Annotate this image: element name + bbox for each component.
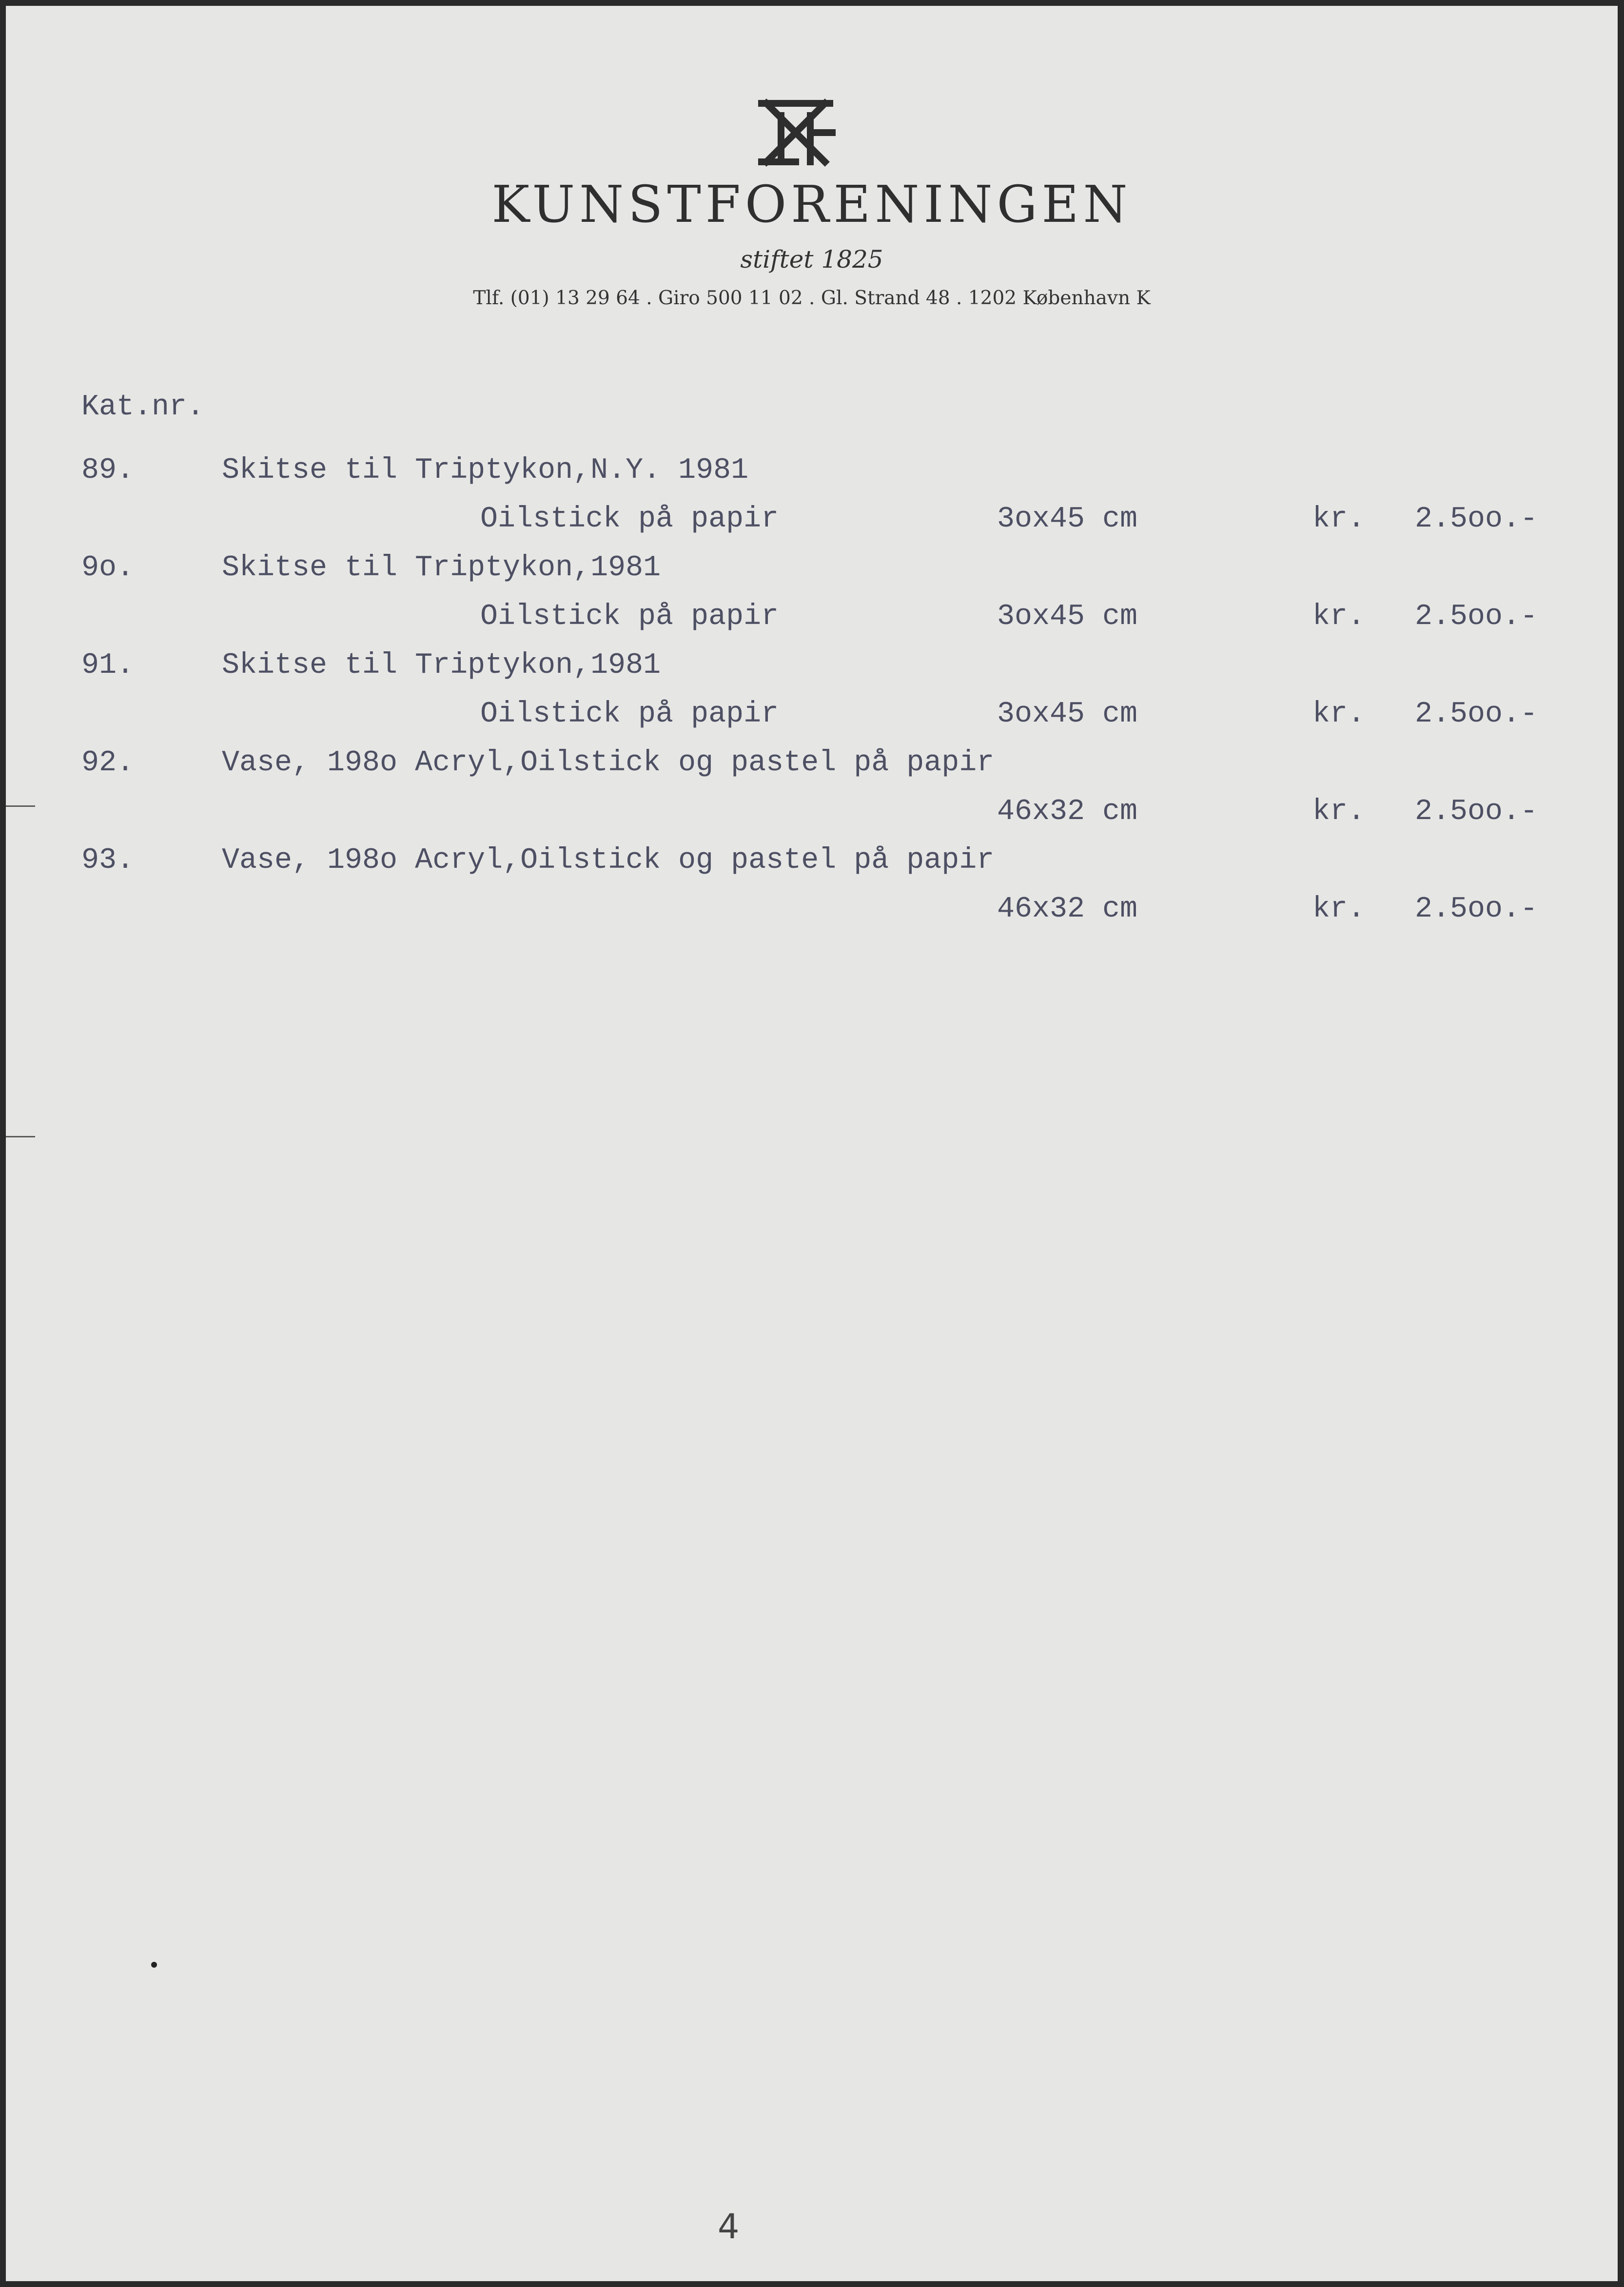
entry-price: 2.5oo.-: [1415, 698, 1538, 731]
fold-mark: [6, 805, 35, 807]
ink-speck: [151, 1962, 157, 1968]
entry-number: 91.: [81, 649, 135, 682]
entry-size: 46x32 cm: [997, 893, 1138, 926]
entry-title: Skitse til Triptykon,1981: [222, 551, 661, 585]
entry-title: Skitse til Triptykon,1981: [222, 649, 661, 682]
entry-title: Skitse til Triptykon,N.Y. 1981: [222, 454, 749, 487]
entry-price: 2.5oo.-: [1415, 503, 1538, 536]
entry-currency: kr.: [1312, 503, 1366, 536]
punch-mark: [6, 1136, 35, 1137]
entry-price: 2.5oo.-: [1415, 600, 1538, 633]
entry-currency: kr.: [1312, 698, 1366, 731]
organization-name: KUNSTFORENINGEN: [491, 175, 1132, 234]
kf-monogram-logo: [747, 94, 844, 172]
catalog-header: Kat.nr.: [81, 391, 205, 424]
entry-currency: kr.: [1312, 795, 1366, 828]
page-number: 4: [718, 2207, 740, 2247]
entry-medium: Oilstick på papir: [480, 503, 779, 536]
entry-number: 9o.: [81, 551, 135, 585]
entry-size: 46x32 cm: [997, 795, 1138, 828]
entry-size: 3ox45 cm: [997, 503, 1138, 536]
founded-line: stiftet 1825: [740, 245, 883, 274]
entry-price: 2.5oo.-: [1415, 795, 1538, 828]
entry-price: 2.5oo.-: [1415, 893, 1538, 926]
entry-size: 3ox45 cm: [997, 698, 1138, 731]
entry-currency: kr.: [1312, 600, 1366, 633]
entry-number: 93.: [81, 844, 135, 877]
entry-number: 89.: [81, 454, 135, 487]
entry-size: 3ox45 cm: [997, 600, 1138, 633]
contact-address: Tlf. (01) 13 29 64 . Giro 500 11 02 . Gl. Strand 48 . 1202 København K: [473, 287, 1151, 309]
entry-medium: Oilstick på papir: [480, 698, 779, 731]
entry-currency: kr.: [1312, 893, 1366, 926]
entry-title: Vase, 198o Acryl,Oilstick og pastel på papir: [222, 844, 995, 877]
entry-title: Vase, 198o Acryl,Oilstick og pastel på papir: [222, 746, 995, 780]
entry-medium: Oilstick på papir: [480, 600, 779, 633]
document-page: [6, 6, 1618, 2281]
entry-number: 92.: [81, 746, 135, 780]
